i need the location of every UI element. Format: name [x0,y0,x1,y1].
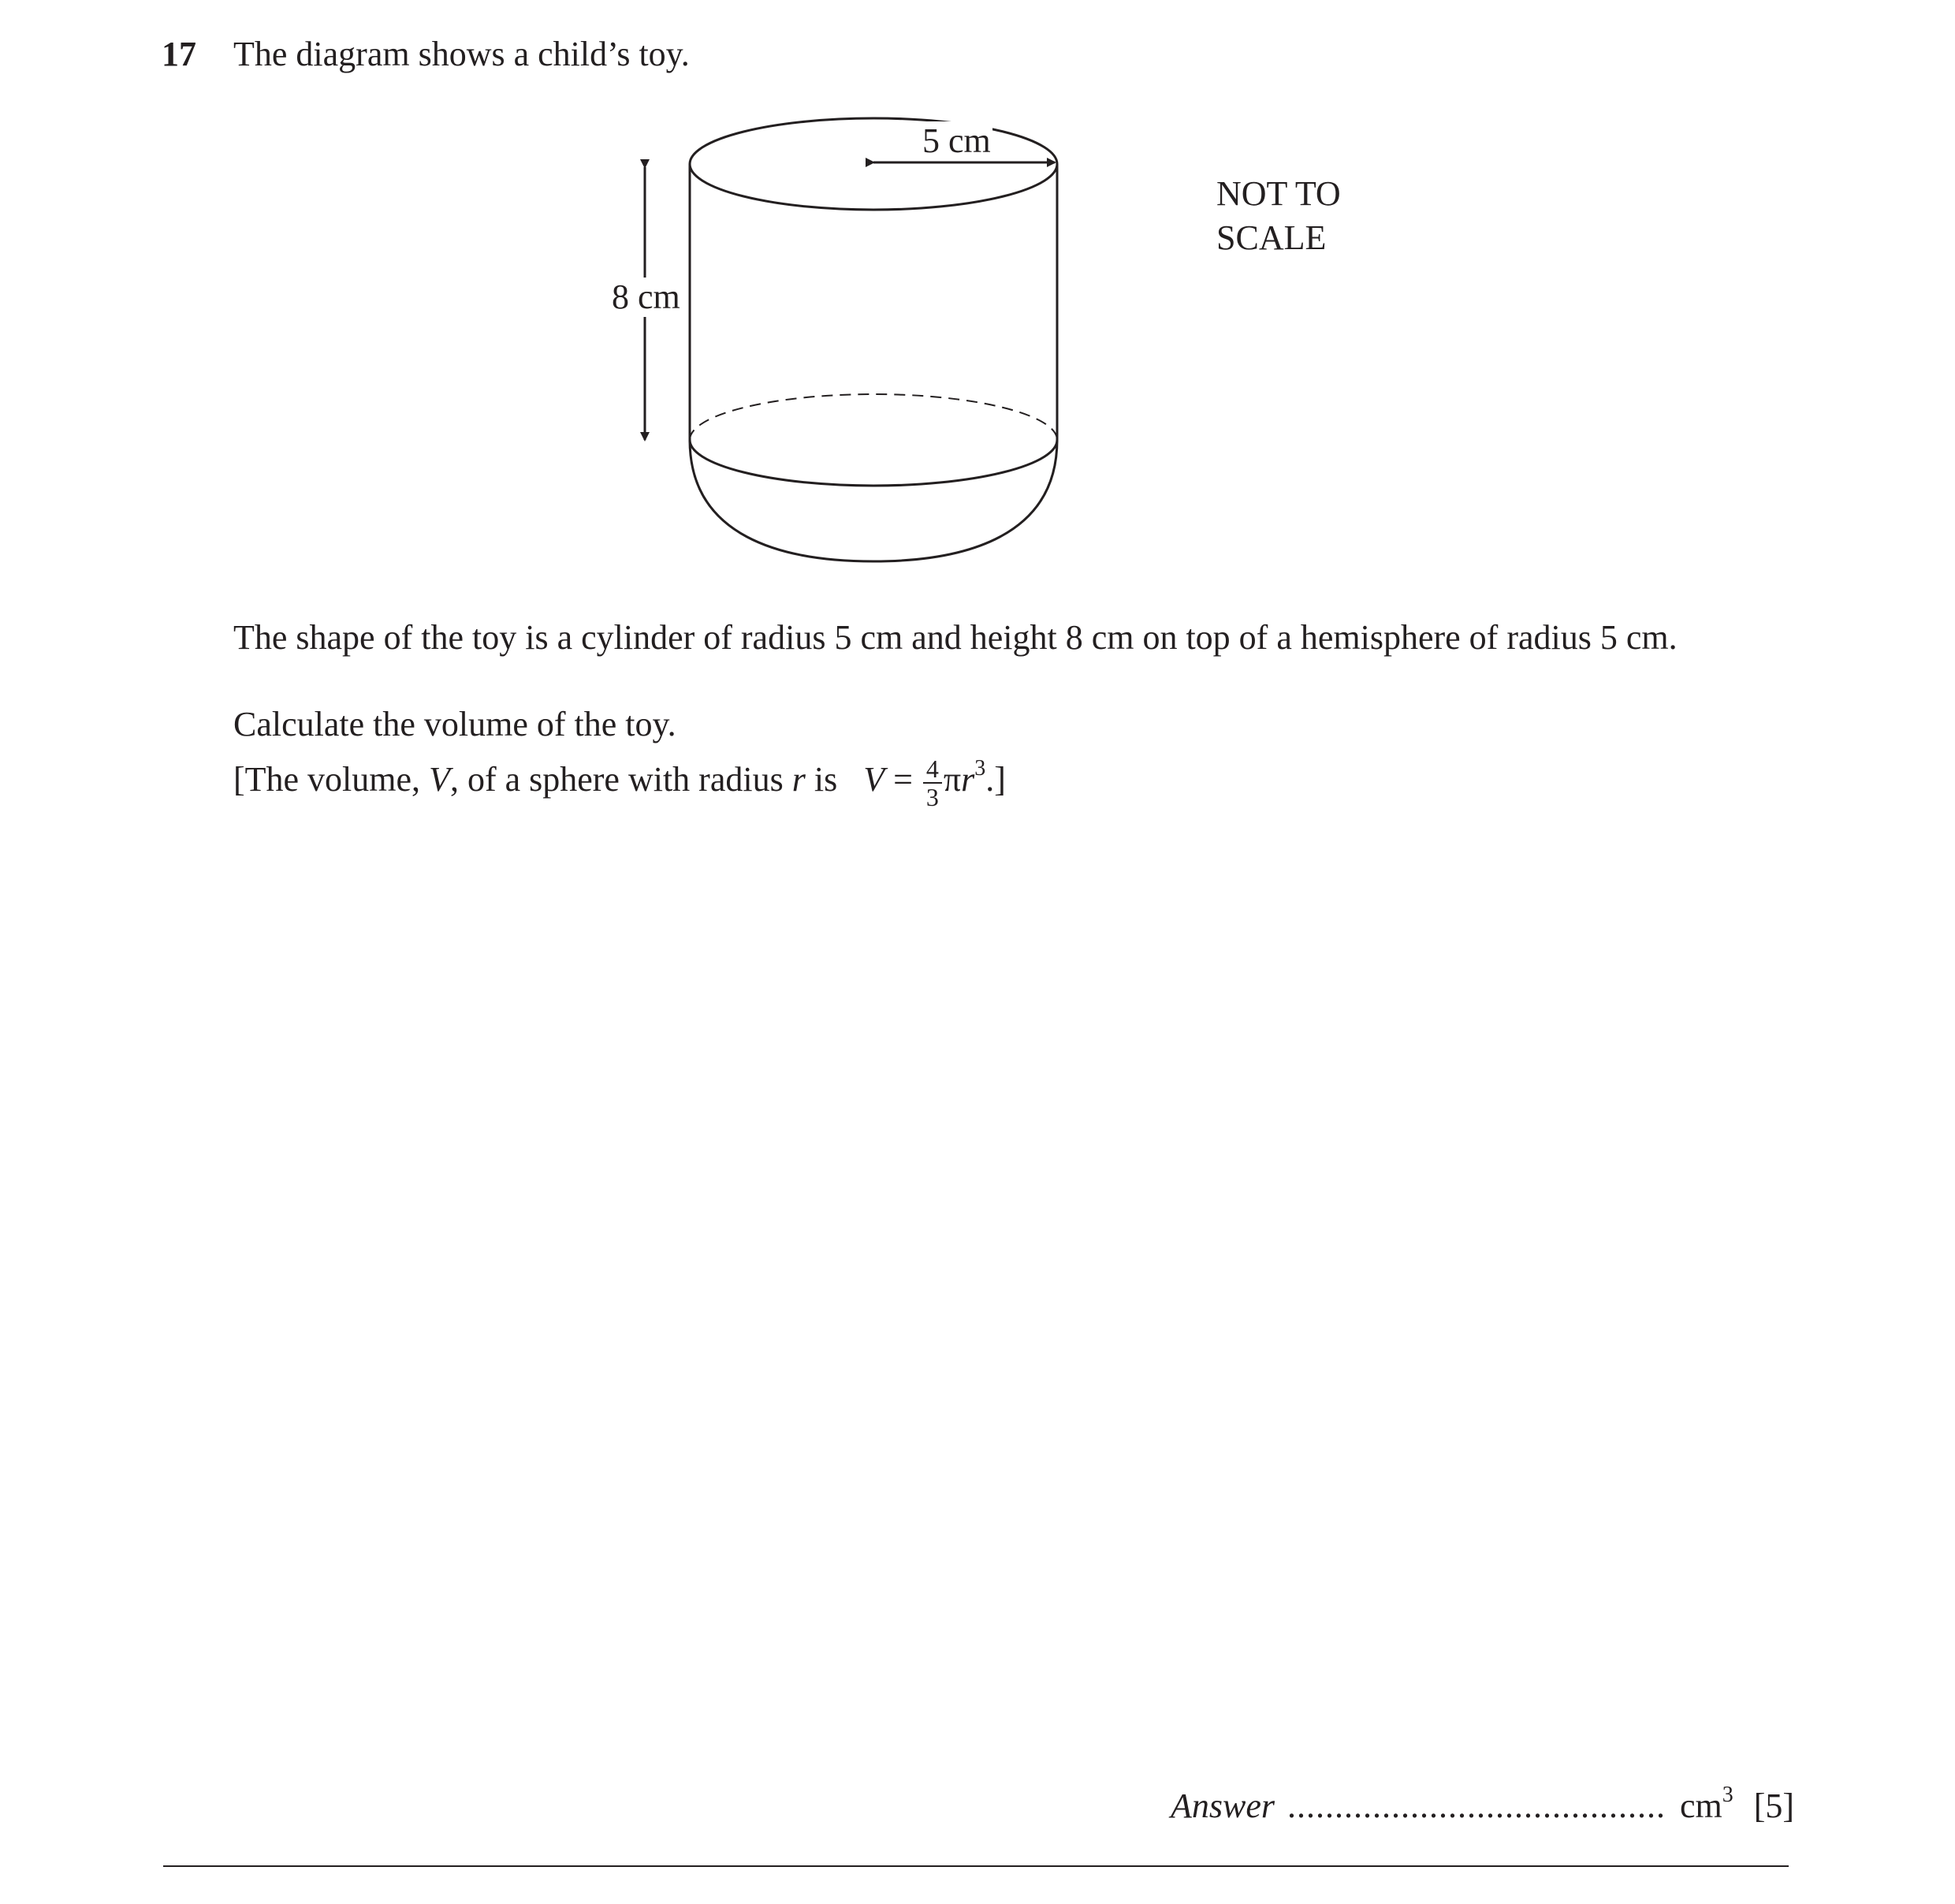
cylinder [690,118,1057,486]
radius-label: 5 cm [922,121,991,160]
formula-r: r [961,760,975,799]
sphere-volume-formula [233,755,1006,810]
toy-diagram [591,110,1096,576]
answer-unit: cm [1680,1787,1722,1825]
answer-field[interactable]: ........................................ [1287,1787,1666,1825]
formula-prefix: [The volume, [233,760,430,799]
not-to-scale-line2: SCALE [1216,218,1327,257]
marks: [5] [1753,1787,1795,1825]
question-intro: The diagram shows a child’s toy. [233,35,690,73]
question-number: 17 [162,35,196,73]
answer-label: Answer [1171,1787,1275,1825]
formula-fraction [923,755,942,810]
formula-var-v: V [429,760,450,799]
formula-lhs: V [863,760,885,799]
hemisphere [690,440,1057,561]
cylinder-base-visible-arc [690,440,1057,486]
formula-pi: π [943,760,962,799]
formula-var-r: r [791,760,806,799]
formula-suffix: .] [985,760,1006,799]
cylinder-base-hidden-arc [690,394,1057,440]
formula-middle: , of a sphere with radius [449,760,792,799]
height-label: 8 cm [612,278,680,316]
formula-equals: = [884,760,922,799]
cylinder-top-ellipse [690,118,1057,210]
answer-unit-power: 3 [1722,1783,1733,1807]
formula-power: 3 [974,756,986,781]
bottom-divider [163,1865,1789,1867]
formula-is: is [805,760,838,799]
fraction-numerator: 4 [923,755,942,784]
not-to-scale-line1: NOT TO [1216,174,1341,213]
shape-description: The shape of the toy is a cylinder of radius 5 cm and height 8 cm on top of a hemisphere of radius 5 cm. [233,618,1678,657]
instruction: Calculate the volume of the toy. [233,705,676,743]
fraction-denominator: 3 [925,783,939,811]
answer-row [1171,1782,1794,1831]
not-to-scale-note [1216,172,1341,260]
